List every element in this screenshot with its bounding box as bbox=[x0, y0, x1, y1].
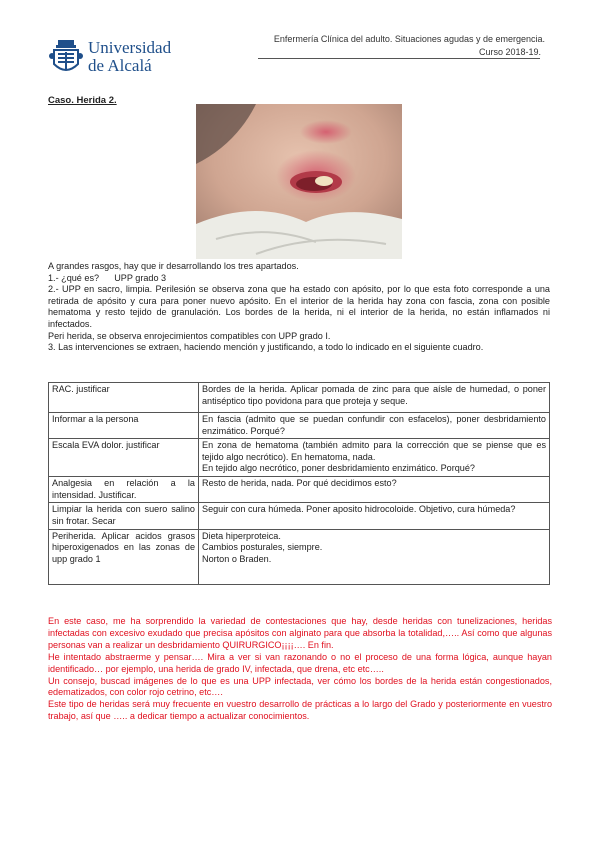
cell-line: Bordes de la herida. Aplicar pomada de zinc para que aísle de humedad, o poner antiséptico tipo povidona para que proteja y seque. bbox=[202, 384, 546, 406]
table-cell-left: RAC. justificar bbox=[49, 383, 199, 413]
cell-line: En tejido algo necrótico, poner desbridamiento enzimático. Porqué? bbox=[202, 463, 475, 474]
table-row bbox=[49, 477, 550, 503]
feedback-paragraph: Un consejo, buscad imágenes de lo que es una UPP infectada, ver cómo los bordes de la herida están congestionados, edematizados, con color rojo cetrino, etc…. bbox=[48, 675, 552, 698]
table-cell-left: Informar a la persona bbox=[49, 413, 199, 439]
table-row bbox=[49, 383, 550, 413]
table-cell-right bbox=[199, 439, 550, 477]
teacher-feedback bbox=[48, 616, 552, 723]
cell-line: Dieta hiperproteica. bbox=[202, 530, 281, 541]
cell-line: Norton o Braden. bbox=[202, 553, 272, 564]
university-name-line2: de Alcalá bbox=[88, 56, 152, 75]
cell-line: Seguir con cura húmeda. Poner aposito hidrocoloide. Objetivo, cura húmeda? bbox=[202, 504, 516, 515]
wound-photo bbox=[196, 104, 402, 259]
case-title: Caso. Herida 2. bbox=[48, 95, 117, 106]
interventions-table bbox=[48, 382, 550, 585]
feedback-paragraph: Este tipo de heridas será muy frecuente en vuestro desarrollo de prácticas a lo largo del Grado y posteriormente en vuestro trabajo, así que ….. a dedicar tiempo a actualizar conocimientos. bbox=[48, 699, 552, 722]
feedback-paragraph: En este caso, me ha sorprendido la variedad de contestaciones que hay, desde heridas con tunelizaciones, heridas infectadas con excesivo exudado que precisa apósitos con alginato para que absorba la totalidad,….. Así como que algunas personas van a realizar un desbridamiento QUIRURGICO¡¡¡¡…. En fin. bbox=[48, 616, 552, 650]
university-name-line1: Universidad bbox=[88, 38, 172, 57]
case-body bbox=[48, 261, 550, 354]
table-cell-right bbox=[199, 413, 550, 439]
body-paragraph: Peri herida, se observa enrojecimientos compatibles con UPP grado I. bbox=[48, 330, 331, 341]
cell-line: Resto de herida, nada. Por qué decidimos esto? bbox=[202, 478, 397, 489]
cell-line: Cambios posturales, siempre. bbox=[202, 542, 323, 553]
table-cell-left: Periherida. Aplicar acidos grasos hiperoxigenados en las zonas de upp grado 1 bbox=[49, 529, 199, 584]
body-paragraph: A grandes rasgos, hay que ir desarrollando los tres apartados. bbox=[48, 261, 299, 271]
university-logo bbox=[48, 38, 188, 78]
table-cell-right bbox=[199, 383, 550, 413]
cell-line: En zona de hematoma (también admito para la corrección que se piense que es tejido algo necrótico). En hematoma, nada. bbox=[202, 440, 546, 462]
table-cell-right bbox=[199, 477, 550, 503]
table-row bbox=[49, 439, 550, 477]
table-cell-left: Limpiar la herida con suero salino sin frotar. Secar bbox=[49, 503, 199, 529]
table-cell-right bbox=[199, 503, 550, 529]
table-cell-left: Analgesia en relación a la intensidad. Justificar. bbox=[49, 477, 199, 503]
body-paragraph: 3. Las intervenciones se extraen, haciendo mención y justificando, a todo lo indicado en el siguiente cuadro. bbox=[48, 342, 484, 353]
table-row bbox=[49, 503, 550, 529]
feedback-paragraph: He intentado abstraerme y pensar…. Mira a ver si van razonando o no el proceso de una forma lógica, aunque hayan identificado… por ejemplo, una herida de grado IV, infectada, que drena, etc etc….. bbox=[48, 651, 552, 674]
cell-line: En fascia (admito que se puedan confundir con esfacelos), poner desbridamiento enzimático. Porqué? bbox=[202, 414, 546, 436]
course-title: Enfermería Clínica del adulto. Situaciones agudas y de emergencia. bbox=[273, 34, 545, 44]
table-cell-right bbox=[199, 529, 550, 584]
table-row bbox=[49, 413, 550, 439]
header-divider bbox=[258, 58, 540, 59]
university-crest-icon bbox=[48, 38, 84, 78]
table-cell-left: Escala EVA dolor. justificar bbox=[49, 439, 199, 477]
table-row bbox=[49, 529, 550, 584]
body-paragraph: 1.- ¿qué es? UPP grado 3 bbox=[48, 272, 167, 283]
course-year: Curso 2018-19. bbox=[478, 47, 541, 57]
body-paragraph: 2.- UPP en sacro, limpia. Perilesión se observa zona que ha estado con apósito, por lo que esta foto corresponde a una retirada de apósito y cura para poner nuevo apósito. En el interior de la herida hay zona con fascia, zona con posible hematoma y resto tejido de granulación. Los bordes de la herida, ni el interior de la herida, no están inflamados ni infectados. bbox=[48, 284, 550, 329]
